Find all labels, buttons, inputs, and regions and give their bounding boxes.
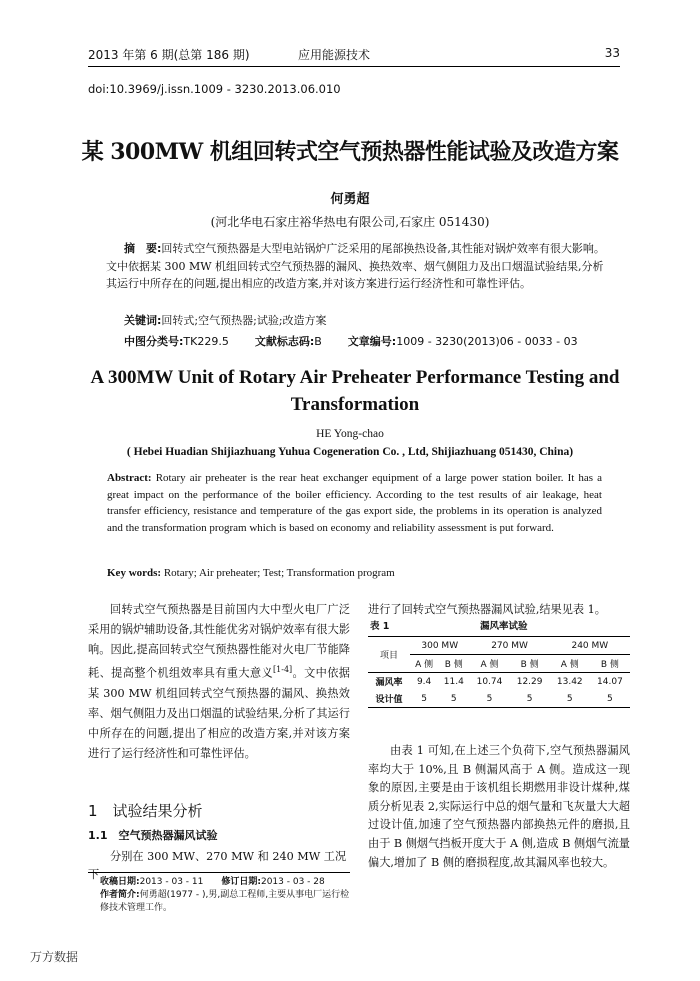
abstract-en-label: Abstract: [107, 472, 152, 484]
side-header: A 侧 [560, 660, 579, 670]
doc-code: B [314, 335, 322, 348]
table-1 [368, 636, 630, 708]
group-header: 270 MW [469, 637, 549, 655]
table1-title: 漏风率试验 [480, 621, 528, 632]
side-header: B 侧 [520, 660, 539, 670]
watermark: 万方数据 [30, 950, 79, 964]
abstract-chinese [106, 240, 606, 293]
side-header: B 侧 [600, 660, 619, 670]
author-english: HE Yong-chao [316, 428, 384, 440]
title-english: A 300MW Unit of Rotary Air Preheater Performance Testing and Transformation [90, 367, 620, 415]
article-number: 1009 - 3230(2013)06 - 0033 - 03 [396, 335, 578, 348]
body-left-para2: 分别在 300 MW、270 MW 和 240 MW 工况下 [88, 850, 347, 881]
keywords-en-text: Rotary; Air preheater; Test; Transformation program [161, 567, 395, 579]
table-row: 设计值 5 5 5 5 5 5 [368, 690, 630, 708]
abstract-label: 摘 要: [124, 242, 162, 255]
author-chinese: 何勇超 [330, 192, 370, 207]
keywords-en-label: Key words: [107, 567, 162, 579]
table1-number: 表 1 [370, 621, 390, 632]
affiliation-chinese: (河北华电石家庄裕华热电有限公司,石家庄 051430) [210, 215, 490, 229]
body-right-lead: 进行了回转式空气预热器漏风试验,结果见表 1。 [368, 603, 606, 616]
clc-number: TK229.5 [183, 335, 229, 348]
doi: doi:10.3969/j.issn.1009 - 3230.2013.06.010 [88, 82, 341, 96]
keywords-label: 关键词: [124, 314, 162, 327]
title-chinese: 某 300MW 机组回转式空气预热器性能试验及改造方案 [81, 139, 619, 165]
keywords-english [107, 567, 395, 579]
section-heading-1: 1 试验结果分析 [88, 802, 203, 820]
abstract-en-text: Rotary air preheater is the rear heat exchanger equipment of a large power station boiler. It has a great impact on the performance of the boiler efficiency. According to the test results of air leakage, heat transfer efficiency, resistance and temperature of the gas export side, the problems in its operation is analyzed and the transformation program which is based on economy and reliability assessment is put forward. [107, 472, 602, 534]
abstract-text: 回转式空气预热器是大型电站锅炉广泛采用的尾部换热设备,其性能对锅炉效率有很大影响。文中依据某 300 MW 机组回转式空气预热器的漏风、换热效率、烟气侧阻力及出口烟温试验结果,分析其运行中所存在的问题,提出相应的改造方案,并对该方案进行运行经济性和可靠性评估。 [106, 242, 605, 290]
header-rule [88, 66, 620, 67]
running-header [88, 44, 620, 66]
keywords-text: 回转式;空气预热器;试验;改造方案 [161, 314, 327, 327]
group-header: 300 MW [410, 637, 469, 655]
classification-line: 中图分类号:TK229.5 文献标志码:B 文章编号:1009 - 3230(2013)06 - 0033 - 03 [124, 335, 578, 348]
body-left-intro: 回转式空气预热器是目前国内大中型火电厂广泛采用的锅炉辅助设备,其性能优劣对锅炉效率有很大影响。因此,提高回转式空气预热器性能对火电厂节能降耗、提高整个机组效率具有重大意义[1-4]。文中依据某 300 MW 机组回转式空气预热器的漏风、换热效率、烟气侧阻力及出口烟温的试验结果,分析了其运行中所存在的问题,提出了相应的改造方案,并对该方案进行了运行经济性和可靠性评估。 [88, 603, 350, 760]
journal-name: 应用能源技术 [298, 48, 371, 62]
footnote: 收稿日期:2013 - 03 - 11 修订日期:2013 - 03 - 28 作者简介:何勇超(1977 - ),男,副总工程师,主要从事电厂运行检修技术管理工作。 [100, 877, 350, 913]
issue-info: 2013 年第 6 期(总第 186 期) [88, 48, 250, 62]
footnote-rule [88, 872, 350, 873]
citation: [1-4] [273, 665, 293, 674]
body-right-para: 由表 1 可知,在上述三个负荷下,空气预热器漏风率均大于 10%,且 B 侧漏风高于 A 侧。造成这一现象的原因,主要是由于该机组长期燃用非设计煤种,煤质分析见表 2,实际运行中总的烟气量和飞灰量大大超过设计值,加速了空气预热器内部换热元件的磨损,且由于 B 侧烟气挡板开度大于 A 侧,造成 B 侧烟气流量偏大,增加了 B 侧的磨损程度,故其漏风率也较大。 [368, 744, 630, 869]
row-header: 项目 [368, 637, 410, 673]
section-heading-1-1: 1.1 空气预热器漏风试验 [88, 829, 218, 842]
keywords-chinese [124, 312, 327, 328]
side-header: B 侧 [444, 660, 463, 670]
group-header: 240 MW [550, 637, 630, 655]
side-header: A 侧 [415, 660, 434, 670]
abstract-english [107, 470, 602, 536]
table-row: 漏风率 9.4 11.4 10.74 12.29 13.42 14.07 [375, 676, 623, 688]
side-header: A 侧 [480, 660, 499, 670]
affiliation-english: ( Hebei Huadian Shijiazhuang Yuhua Cogeneration Co. , Ltd, Shijiazhuang 051430, China) [126, 446, 574, 458]
page-number: 33 [604, 46, 620, 60]
